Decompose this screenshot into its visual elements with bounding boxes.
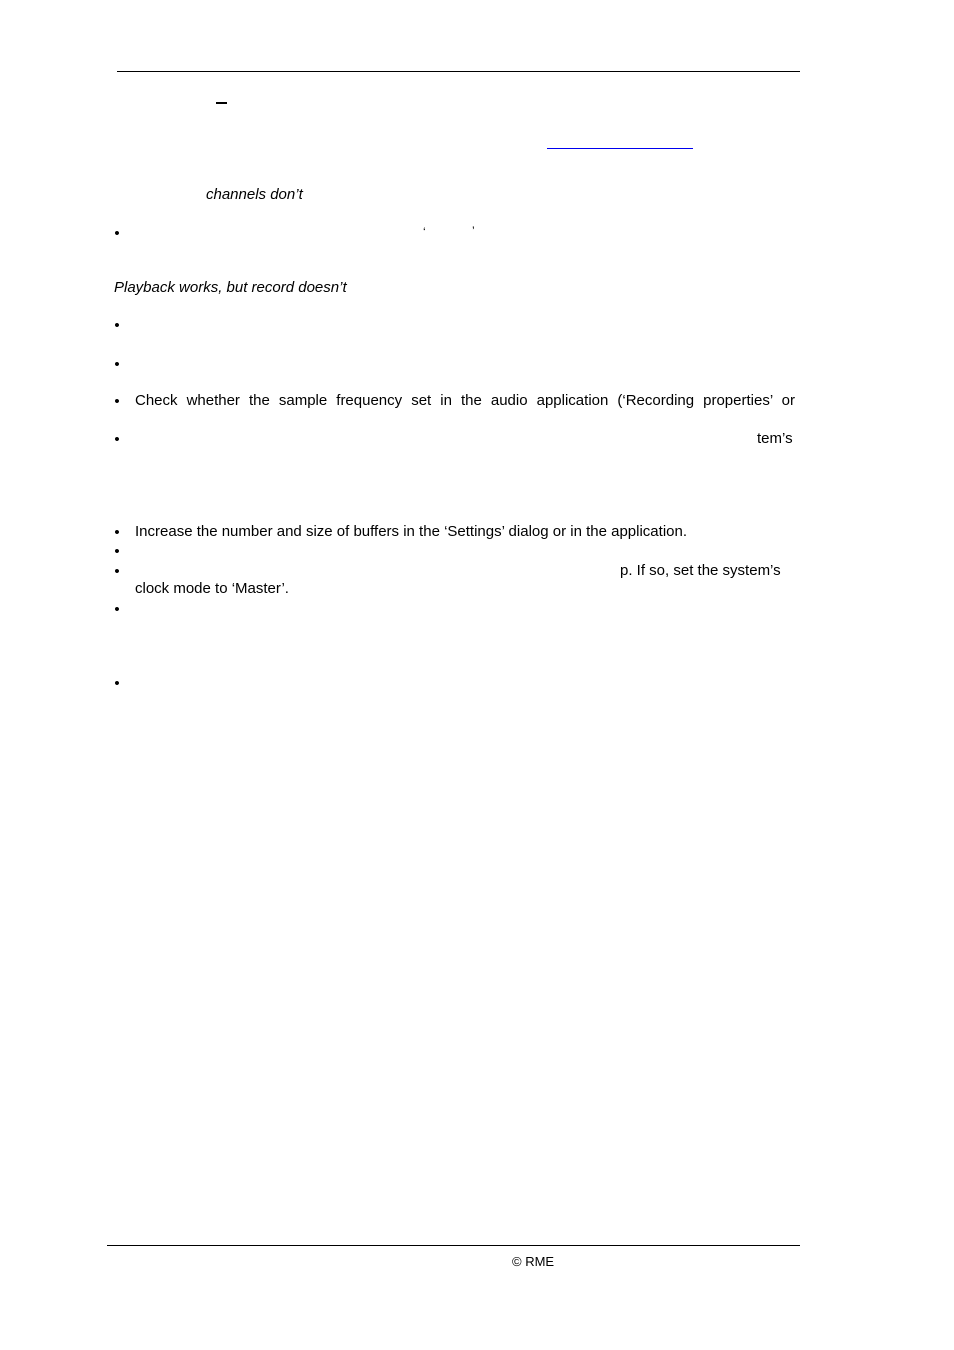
list-item-buffers: Increase the number and size of buffers in the ‘Settings’ dialog or in the application. xyxy=(135,523,688,540)
list-item-clock-mode: clock mode to ‘Master’. xyxy=(135,580,289,597)
quote-open: ‘ xyxy=(423,225,426,239)
bullet: • xyxy=(114,225,120,242)
bullet: • xyxy=(114,393,120,410)
section-heading-playback: Playback works, but record doesn’t xyxy=(114,279,347,296)
bullet: • xyxy=(114,431,120,448)
list-item-fragment: p. If so, set the system’s xyxy=(620,562,781,579)
footer-rule xyxy=(107,1245,800,1246)
bullet: • xyxy=(114,601,120,618)
bullet: • xyxy=(114,524,120,541)
bullet: • xyxy=(114,563,120,580)
list-item-sample-frequency: Check whether the sample frequency set in the audio application (‘Recording properties’ or xyxy=(135,392,795,409)
section-heading-channels: channels don’t xyxy=(206,186,303,203)
hyperlink-underline[interactable] xyxy=(547,148,693,149)
bullet: • xyxy=(114,543,120,560)
header-rule xyxy=(117,71,800,72)
heading-dash xyxy=(216,102,227,104)
list-item-fragment: tem’s xyxy=(757,430,793,447)
bullet: • xyxy=(114,675,120,692)
bullet: • xyxy=(114,317,120,334)
footer-copyright: © RME xyxy=(512,1254,555,1269)
quote-close: ’ xyxy=(472,224,475,238)
bullet: • xyxy=(114,356,120,373)
